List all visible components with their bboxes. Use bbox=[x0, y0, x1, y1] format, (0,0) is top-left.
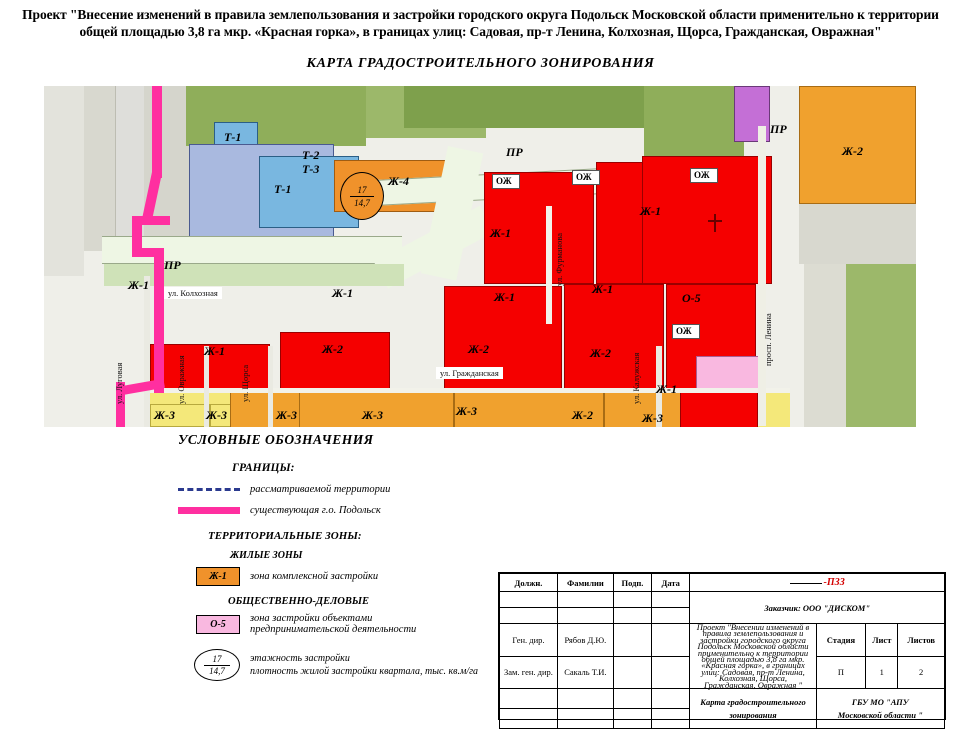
legend-title: УСЛОВНЫЕ ОБОЗНАЧЕНИЯ bbox=[178, 432, 374, 447]
legend-item-existing-boundary bbox=[120, 505, 540, 516]
legend-item-label-line1: зона застройки объектами bbox=[250, 613, 373, 624]
map-label-zh3-e: Ж-3 bbox=[456, 404, 478, 418]
map-street-vertical-3 bbox=[268, 346, 273, 427]
stamp-cell-empty bbox=[500, 608, 558, 624]
legend-borders-title: ГРАНИЦЫ: bbox=[232, 462, 295, 474]
stamp-cell-empty bbox=[500, 689, 558, 709]
legend-density-line1: этажность застройки bbox=[250, 653, 350, 664]
legend-item-o5 bbox=[120, 613, 540, 635]
map-label-zh1-f: Ж-1 bbox=[592, 282, 614, 296]
map-label-t3: Т-3 bbox=[302, 162, 320, 176]
map-label-zh3-b: Ж-3 bbox=[206, 408, 228, 422]
stamp-cell-empty bbox=[500, 709, 558, 729]
stamp-date-1 bbox=[652, 624, 690, 657]
stamp-project-description: Проект "Внесении изменений в правила землепользования и застройки городского округа Подольск Московской области применительно к территории общей площадью 3,8 га мкр. «Красная горка», в границах улиц: Садовая, пр-т Ленина, Колхозная, Щорса, Гражданская, Овражная " bbox=[690, 624, 816, 689]
document-title bbox=[0, 6, 961, 40]
stamp-stage-value: П bbox=[816, 656, 866, 689]
zh1-swatch-label: Ж-1 bbox=[196, 567, 240, 586]
stamp-row-blank-1 bbox=[500, 592, 945, 608]
map-block-right-grey bbox=[799, 204, 916, 264]
stamp-position-1: Ген. дир. bbox=[500, 624, 558, 657]
map-street-label-1: ул. Колхозная bbox=[164, 287, 222, 299]
legend-residential-title: ЖИЛЫЕ ЗОНЫ bbox=[230, 550, 303, 561]
map-label-zh1-e: Ж-1 bbox=[494, 290, 516, 304]
stamp-sign-1 bbox=[613, 624, 651, 657]
legend-public-title: ОБЩЕСТВЕННО-ДЕЛОВЫЕ bbox=[228, 596, 370, 607]
map-block-right-2 bbox=[804, 264, 846, 427]
map-green-top-left bbox=[186, 86, 366, 146]
map-label-zh2-c: Ж-2 bbox=[590, 346, 612, 360]
map-label-ozh-4: ОЖ bbox=[676, 326, 692, 336]
legend-zones-title: ТЕРРИТОРИАЛЬНЫЕ ЗОНЫ: bbox=[208, 530, 362, 542]
map-street-vertical-1 bbox=[144, 276, 150, 427]
map-street-label-5: ул. Овражная bbox=[176, 355, 186, 404]
legend-item-label: зона комплексной застройки bbox=[250, 571, 379, 582]
map-label-t2: Т-2 bbox=[302, 148, 320, 162]
stamp-col-sign: Подп. bbox=[613, 574, 651, 592]
map-zone-zh1-g bbox=[564, 284, 664, 392]
map-label-t1-small: Т-1 bbox=[224, 130, 242, 144]
zoning-map[interactable] bbox=[44, 86, 916, 427]
stamp-col-name: Фамилии bbox=[557, 574, 613, 592]
stamp-cell-empty bbox=[500, 592, 558, 608]
map-label-zh4: Ж-4 bbox=[388, 174, 410, 188]
stamp-sheets-value: 2 bbox=[898, 656, 945, 689]
o5-swatch bbox=[120, 615, 250, 634]
legend-density-line2: плотность жилой застройки квартала, тыс. кв.м/га bbox=[250, 666, 479, 677]
map-church-marker-h bbox=[708, 220, 722, 222]
map-street-label-2: ул. Гражданская bbox=[436, 367, 503, 379]
map-block-left-edge bbox=[44, 86, 84, 276]
map-label-zh1-h: Ж-1 bbox=[656, 382, 678, 396]
map-label-zh3-f: Ж-3 bbox=[642, 411, 664, 425]
stamp-stage-header: Стадия bbox=[816, 624, 866, 657]
map-label-o5: О-5 bbox=[682, 291, 701, 305]
stamp-code-cell bbox=[690, 574, 945, 592]
stamp-sheets-header: Листов bbox=[898, 624, 945, 657]
map-label-zh1-g: Ж-1 bbox=[204, 344, 226, 358]
map-label-zh2-right: Ж-2 bbox=[842, 144, 864, 158]
map-block-lt-1 bbox=[84, 86, 116, 251]
map-street-furmanova bbox=[546, 206, 552, 324]
stamp-org-line1: ГБУ МО "АПУ bbox=[851, 696, 909, 707]
stamp-organization bbox=[816, 689, 944, 729]
stamp-date-2 bbox=[652, 656, 690, 689]
map-label-zh3-c: Ж-3 bbox=[276, 408, 298, 422]
stamp-sheet-value: 1 bbox=[866, 656, 898, 689]
map-street-label-4: ул. Луговая bbox=[114, 362, 124, 404]
map-street-label-7: ул. Калужская bbox=[631, 352, 641, 404]
map-church-marker-v bbox=[714, 214, 716, 232]
density-marker-top: 17 bbox=[212, 653, 222, 664]
stamp-cell-empty bbox=[613, 689, 651, 709]
legend-density-text bbox=[250, 652, 478, 678]
density-marker-icon bbox=[120, 649, 250, 681]
map-density-marker-bottom: 14,7 bbox=[354, 197, 370, 208]
dashed-line-icon bbox=[120, 488, 250, 491]
map-label-ozh-3: ОЖ bbox=[694, 170, 710, 180]
map-label-ozh-1: ОЖ bbox=[496, 176, 512, 186]
stamp-doc-title bbox=[690, 689, 816, 729]
map-street-label-8: просп. Ленина bbox=[763, 313, 773, 366]
zh1-swatch bbox=[120, 567, 250, 586]
stamp-cell-empty bbox=[652, 608, 690, 624]
map-green-top-right2 bbox=[644, 86, 744, 156]
stamp-row-title-1 bbox=[500, 689, 945, 709]
map-street-prospekt-lenina bbox=[758, 126, 766, 426]
o5-swatch-label: О-5 bbox=[196, 615, 240, 634]
stamp-sheet-header: Лист bbox=[866, 624, 898, 657]
title-block-stamp bbox=[498, 572, 946, 720]
pink-band-icon bbox=[120, 507, 250, 514]
map-density-marker-top: 17 bbox=[357, 184, 367, 195]
map-zone-zh1-bottom bbox=[680, 392, 758, 427]
strike-line bbox=[790, 583, 822, 584]
map-label-zh1-c: Ж-1 bbox=[128, 278, 150, 292]
stamp-doc-title-line1: Карта градостроительного bbox=[700, 696, 806, 707]
stamp-row-header bbox=[500, 574, 945, 592]
stamp-position-2: Зам. ген. дир. bbox=[500, 656, 558, 689]
stamp-cell-empty bbox=[613, 709, 651, 729]
map-street-label-3: ул. Фурманова bbox=[554, 232, 564, 286]
stamp-col-position: Должн. bbox=[500, 574, 558, 592]
legend-item-zh1 bbox=[120, 567, 540, 586]
stamp-doc-title-line2: зонирования bbox=[729, 709, 777, 720]
map-label-zh2-a: Ж-2 bbox=[322, 342, 344, 356]
stamp-cell-empty bbox=[652, 592, 690, 608]
stamp-cell-empty bbox=[613, 608, 651, 624]
stamp-sign-2 bbox=[613, 656, 651, 689]
stamp-cell-empty bbox=[613, 592, 651, 608]
stamp-col-date: Дата bbox=[652, 574, 690, 592]
map-zone-zh1-e bbox=[280, 332, 390, 392]
stamp-customer: Заказчик: ООО "ДИСКОМ" bbox=[690, 592, 945, 624]
stamp-table bbox=[499, 573, 945, 729]
document-title-line-1: Проект "Внесение изменений в правила землепользования и застройки городского округа Подольск Московской области применительно к территории bbox=[22, 7, 939, 22]
legend-item-label-line2: предпринимательской деятельности bbox=[250, 624, 417, 635]
map-label-zh1-a: Ж-1 bbox=[490, 226, 512, 240]
map-label-zh3-d: Ж-3 bbox=[362, 408, 384, 422]
legend-item-considered-territory bbox=[120, 484, 540, 495]
stamp-cell-empty bbox=[557, 689, 613, 709]
stamp-cell-empty bbox=[557, 592, 613, 608]
legend bbox=[120, 432, 540, 691]
map-density-marker bbox=[340, 172, 384, 220]
stamp-code: -ПЗЗ bbox=[823, 577, 845, 588]
map-label-zh2-b: Ж-2 bbox=[468, 342, 490, 356]
legend-item-density-marker bbox=[120, 649, 540, 681]
stamp-name-1: Рябов Д.Ю. bbox=[557, 624, 613, 657]
map-label-pr-right: ПР bbox=[770, 122, 787, 136]
stamp-cell-empty bbox=[557, 608, 613, 624]
legend-item-label-block bbox=[250, 613, 416, 635]
map-label-pr-top: ПР bbox=[506, 145, 523, 159]
map-label-zh1-d: Ж-1 bbox=[332, 286, 354, 300]
stamp-cell-empty bbox=[652, 709, 690, 729]
boundary-pink-1 bbox=[152, 86, 162, 178]
boundary-pink-6 bbox=[154, 248, 164, 393]
map-caption: КАРТА ГРАДОСТРОИТЕЛЬНОГО ЗОНИРОВАНИЯ bbox=[306, 56, 655, 71]
map-green-right bbox=[844, 264, 916, 427]
map-label-pr-left: ПР bbox=[164, 258, 181, 272]
map-label-ozh-2: ОЖ bbox=[576, 172, 592, 182]
map-street-label-6: ул. Щорса bbox=[240, 364, 250, 402]
density-marker-bottom: 14,7 bbox=[209, 665, 225, 676]
stamp-row-director bbox=[500, 624, 945, 657]
map-label-t1-large: Т-1 bbox=[274, 182, 292, 196]
map-label-zh2-d: Ж-2 bbox=[572, 408, 594, 422]
stamp-cell-empty bbox=[652, 689, 690, 709]
stamp-name-2: Сакаль Т.И. bbox=[557, 656, 613, 689]
document-title-line-2: общей площадью 3,8 га мкр. «Красная горка», в границах улиц: Садовая, пр-т Ленина, Колхозная, Щорса, Гражданская, Овражная" bbox=[79, 24, 882, 39]
map-label-zh3-a: Ж-3 bbox=[154, 408, 176, 422]
legend-item-label: рассматриваемой территории bbox=[250, 484, 391, 495]
stamp-org-line2: Московской области " bbox=[837, 709, 923, 720]
map-label-zh1-b: Ж-1 bbox=[640, 204, 662, 218]
legend-item-label: существующая г.о. Подольск bbox=[250, 505, 381, 516]
stamp-cell-empty bbox=[557, 709, 613, 729]
